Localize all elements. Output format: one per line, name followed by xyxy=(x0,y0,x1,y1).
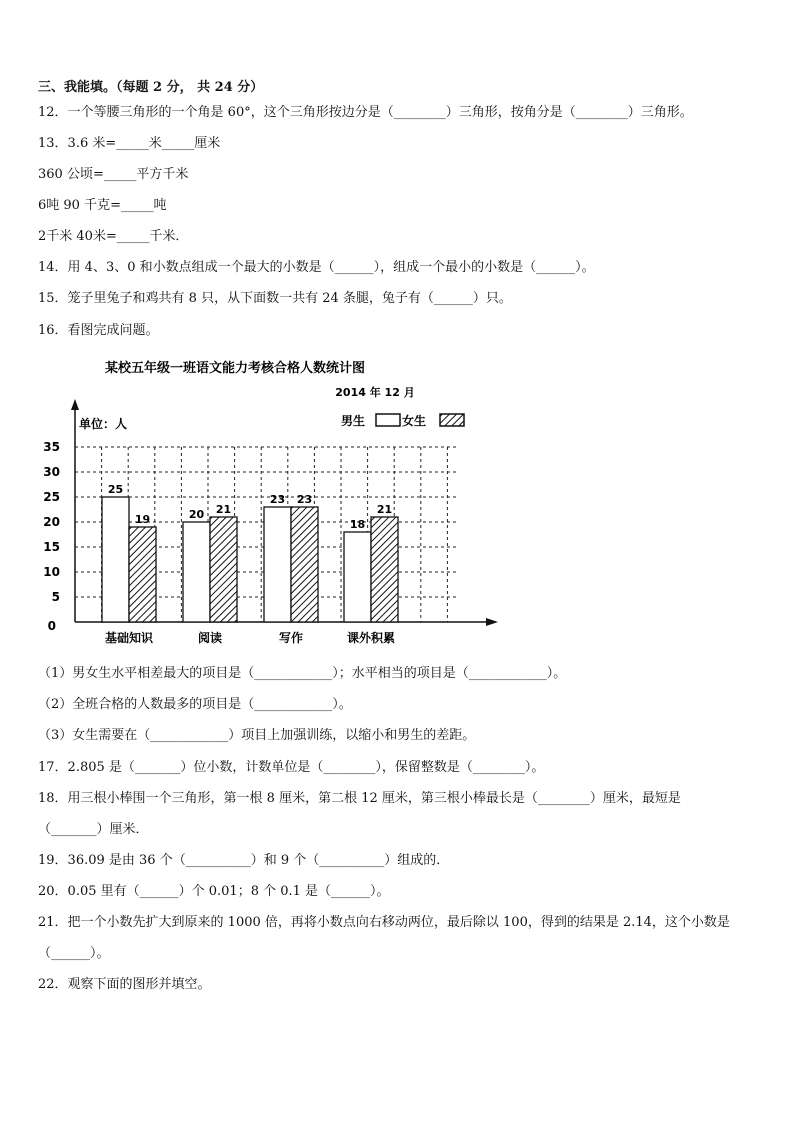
y-tick-label: 5 xyxy=(51,590,60,604)
question-18-b: （_______）厘米． xyxy=(38,822,149,837)
bar-value-label: 19 xyxy=(134,513,151,526)
question-19: 19．36.09 是由 36 个（__________）和 9 个（__________）组成的． xyxy=(38,853,450,868)
y-tick-label: 0 xyxy=(47,619,56,633)
y-tick-label: 10 xyxy=(43,565,60,579)
question-16: 16．看图完成问题。 xyxy=(38,323,159,338)
bar-boys xyxy=(102,497,129,622)
x-tick-label: 基础知识 xyxy=(104,631,154,645)
legend-label-boys: 男生 xyxy=(341,414,366,428)
chart-subtitle: 2014 年 12 月 xyxy=(335,386,415,399)
question-16-2: （2）全班合格的人数最多的项目是（____________）。 xyxy=(38,697,352,712)
chart-title: 某校五年级一班语文能力考核合格人数统计图 xyxy=(104,361,366,376)
bar-value-label: 23 xyxy=(269,493,286,506)
x-tick-label: 课外积累 xyxy=(346,631,396,645)
y-axis-arrow xyxy=(71,399,79,410)
bar-value-label: 20 xyxy=(188,508,205,521)
bar-value-label: 18 xyxy=(349,518,366,531)
y-tick-label: 30 xyxy=(43,465,60,479)
section-title: 三、我能填。（每题 2 分， 共 24 分） xyxy=(38,80,264,95)
question-21-a: 21．把一个小数先扩大到原来的 1000 倍，再将小数点向右移动两位，最后除以 100，得到的结果是 2.14，这个小数是 xyxy=(38,915,730,930)
bar-chart xyxy=(30,352,510,652)
unit-label: 单位：人 xyxy=(79,417,128,431)
question-18-a: 18．用三根小棒围一个三角形，第一根 8 厘米，第二根 12 厘米，第三根小棒最长是（________）厘米，最短是 xyxy=(38,791,681,806)
y-tick-label: 25 xyxy=(43,490,60,504)
bar-value-label: 21 xyxy=(376,503,393,516)
question-22: 22．观察下面的图形并填空。 xyxy=(38,977,211,992)
y-tick-label: 15 xyxy=(43,540,60,554)
bar-girls xyxy=(129,527,156,622)
legend-label-girls: 女生 xyxy=(402,414,427,428)
question-13-c: 6吨 90 千克=_____吨 xyxy=(38,198,167,213)
question-14: 14．用 4、3、0 和小数点组成一个最大的小数是（______），组成一个最小的小数是（______）。 xyxy=(38,260,595,275)
question-13-d: 2千米 40米=_____千米． xyxy=(38,229,189,244)
bar-girls xyxy=(291,507,318,622)
bar-girls xyxy=(210,517,237,622)
question-13-a: 13．3.6 米=_____米_____厘米 xyxy=(38,136,221,151)
bar-boys xyxy=(183,522,210,622)
bar-value-label: 21 xyxy=(215,503,232,516)
x-tick-label: 阅读 xyxy=(197,631,223,645)
bar-value-label: 23 xyxy=(296,493,313,506)
question-21-b: （______）。 xyxy=(38,946,110,961)
bar-boys xyxy=(264,507,291,622)
question-13-b: 360 公顷=_____平方千米 xyxy=(38,167,189,182)
legend-swatch-boys xyxy=(376,414,400,426)
y-tick-label: 35 xyxy=(43,440,60,454)
bar-value-label: 25 xyxy=(107,483,124,496)
x-tick-label: 写作 xyxy=(278,631,304,645)
bar-boys xyxy=(344,532,371,622)
question-17: 17．2.805 是（_______）位小数，计数单位是（________），保留整数是（________）。 xyxy=(38,760,545,775)
x-axis-arrow xyxy=(486,618,498,626)
question-16-3: （3）女生需要在（____________）项目上加强训练，以缩小和男生的差距。 xyxy=(38,728,476,743)
legend-swatch-girls xyxy=(440,414,464,426)
question-20: 20．0.05 里有（______）个 0.01；8 个 0.1 是（______）。 xyxy=(38,884,390,899)
question-12: 12．一个等腰三角形的一个角是 60°，这个三角形按边分是（________）三角形，按角分是（________）三角形。 xyxy=(38,105,693,120)
question-16-1: （1）男女生水平相差最大的项目是（____________）；水平相当的项目是（____________）。 xyxy=(38,666,567,681)
question-15: 15．笼子里兔子和鸡共有 8 只，从下面数一共有 24 条腿，兔子有（______）只。 xyxy=(38,291,512,306)
y-tick-label: 20 xyxy=(43,515,60,529)
bar-girls xyxy=(371,517,398,622)
